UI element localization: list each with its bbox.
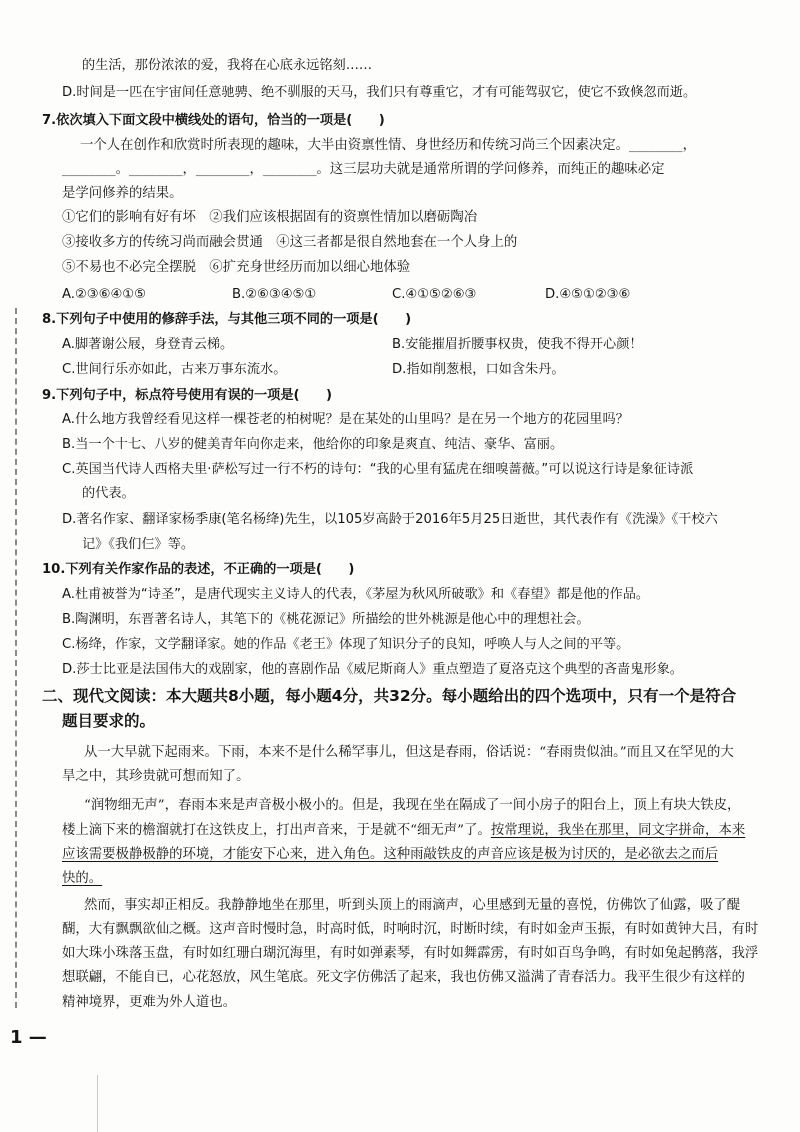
bottom-rule [97, 1075, 98, 1132]
option-a-q7: A.②③⑥④①⑤ [62, 287, 146, 302]
text-line: 一个人在创作和欣赏时所表现的趣味，大半由资禀性情、身世经历和传统习尚三个因素决定。________， [80, 138, 696, 153]
option-c-q8: C.世间行乐亦如此，古来万事东流水。 [62, 362, 287, 377]
option-d-q9: D.著名作家、翻译家杨季康(笔名杨绛)先生，以105岁高龄于2016年5月25日逝世，其代表作有《洗澡》《干校六 [62, 512, 718, 527]
text-line: 的代表。 [82, 486, 135, 501]
section-heading: 题目要求的。 [62, 712, 156, 730]
reading-text [62, 821, 745, 841]
page-number: 1 — [10, 1027, 47, 1048]
option-d-q6: D.时间是一匹在宇宙间任意驰骋、绝不驯服的天马，我们只有尊重它，才有可能驾驭它，使它不致倏忽而逝。 [62, 85, 697, 100]
text-line: 是学问修养的结果。 [62, 186, 183, 201]
reading-text: 醐，大有飘飘欲仙之概。这声音时慢时急，时高时低，时响时沉，时断时续，有时如金声玉振，有时如黄钟大吕，有时 [62, 922, 759, 937]
option-b-q9: B.当一个十七、八岁的健美青年向你走来，他给你的印象是爽直、纯洁、豪华、富丽。 [62, 437, 564, 452]
section-heading: 二、现代文阅读：本大题共8小题，每小题4分，共32分。每小题给出的四个选项中，只有一个是符合 [42, 687, 737, 705]
question-10: 10.下列有关作家作品的表述，不正确的一项是( ) [42, 562, 355, 577]
text-line: 记》《我们仨》等。 [82, 537, 195, 552]
dashed-binding-line [15, 308, 17, 1008]
reading-text: 然而，事实却正相反。我静静地坐在那里，听到头顶上的雨滴声，心里感到无量的喜悦，仿佛饮了仙露，吸了醍 [84, 898, 741, 913]
option-a-q8: A.脚著谢公屐，身登青云梯。 [62, 337, 234, 352]
reading-text: 旱之中，其珍贵就可想而知了。 [62, 769, 250, 784]
text-line: 的生活，那份浓浓的爱，我将在心底永远铭刻…… [82, 58, 373, 73]
option-c-q7: C.④①⑤②⑥③ [392, 287, 477, 302]
underlined-text: 按常理说，我坐在那里， [490, 823, 639, 838]
text-line: ⑤不易也不必完全摆脱 ⑥扩充身世经历而加以细心地体验 [62, 260, 411, 275]
option-b-q7: B.②⑥③④⑤① [232, 287, 317, 302]
underlined-text: 快的。 [62, 871, 103, 886]
option-d-q10: D.莎士比亚是法国伟大的戏剧家，他的喜剧作品《威尼斯商人》重点塑造了夏洛克这个典型的吝啬鬼形象。 [62, 662, 683, 677]
reading-text: 想联翩，不能自已，心花怒放，风生笔底。死文字仿佛活了起来，我也仿佛又溢满了青春活力。我平生很少有这样的 [62, 970, 745, 985]
option-d-q8: D.指如削葱根，口如含朱丹。 [392, 362, 565, 377]
text-line: ①它们的影响有好有坏 ②我们应该根据固有的资禀性情加以磨砺陶冶 [62, 210, 478, 225]
option-a-q9: A.什么地方我曾经看见这样一棵苍老的柏树呢？是在某处的山里吗？是在另一个地方的花园里吗？ [62, 412, 629, 427]
underlined-text: 同文字拼命，本来 [638, 823, 746, 838]
option-c-q9: C.英国当代诗人西格夫里·萨松写过一行不朽的诗句：“我的心里有猛虎在细嗅蔷薇。”可以说这行诗是象征诗派 [62, 462, 694, 477]
question-8: 8.下列句子中使用的修辞手法，与其他三项不同的一项是( ) [42, 312, 412, 327]
reading-text: 精神境界，更难为外人道也。 [62, 995, 237, 1010]
option-a-q10: A.杜甫被誉为“诗圣”，是唐代现实主义诗人的代表，《茅屋为秋风所破歌》和《春望》都是他的作品。 [62, 587, 650, 602]
text-line: ________。________，________，________。这三层功夫就是通常所谓的学问修养，而纯正的趣味必定 [62, 162, 665, 177]
option-b-q8: B.安能摧眉折腰事权贵，使我不得开心颜！ [392, 337, 643, 352]
question-7: 7.依次填入下面文段中横线处的语句，恰当的一项是( ) [42, 113, 385, 128]
underlined-text: 应该需要极静极静的环境，才能安下心来，进入角色。这种雨敲铁皮的声音应该是极为讨厌的，是必欲去之而后 [62, 847, 719, 862]
option-c-q10: C.杨绛，作家，文学翻译家。她的作品《老王》体现了知识分子的良知，呼唤人与人之间的平等。 [62, 637, 630, 652]
reading-text: 如大珠小珠落玉盘，有时如红珊白瑚沉海里，有时如弹素琴，有时如舞霹雳，有时如百鸟争鸣，有时如兔起鹘落，我浮 [62, 946, 759, 961]
option-b-q10: B.陶渊明，东晋著名诗人，其笔下的《桃花源记》所描绘的世外桃源是他心中的理想社会。 [62, 612, 590, 627]
text-line: ③接收多方的传统习尚而融会贯通 ④这三者都是很自然地套在一个人身上的 [62, 235, 518, 250]
option-d-q7: D.④⑤①②③⑥ [545, 287, 631, 302]
reading-text: 从一大早就下起雨来。下雨，本来不是什么稀罕事儿，但这是春雨，俗话说：“春雨贵似油。”而且又在罕见的大 [84, 745, 734, 760]
question-9: 9.下列句子中，标点符号使用有误的一项是( ) [42, 388, 332, 403]
reading-text: “润物细无声”，春雨本来是声音极小极小的。但是，我现在坐在隔成了一间小房子的阳台上，顶上有块大铁皮， [84, 798, 741, 813]
text-span: 楼上滴下来的檐溜就打在这铁皮上，打出声音来，于是就不“细无声”了。 [62, 823, 491, 838]
